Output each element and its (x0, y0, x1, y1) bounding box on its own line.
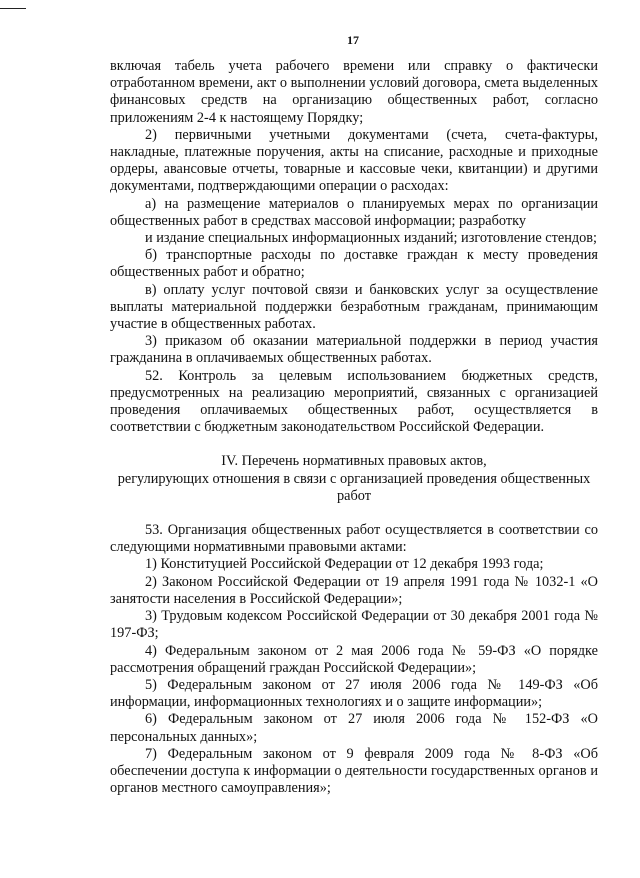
paragraph-51-item-2: 2) первичными учетными документами (счета, счета-фактуры, накладные, платежные поручения, акты на списание, расходные и приходные ордеры, авансовые отчеты, товарные и кассовые чеки, квитанции) и другими документами, подтверждающими операции о расходах: (110, 126, 598, 195)
paragraph-53: 53. Организация общественных работ осуществляется в соответствии со следующими нормативными правовыми актами: (110, 522, 598, 556)
document-body (110, 58, 598, 797)
corner-scan-mark (0, 8, 26, 9)
section-heading-line2: регулирующих отношения в связи с организацией проведения общественных работ (117, 470, 591, 504)
paragraph-51-continuation: включая табель учета рабочего времени или справку о фактически отработанном времени, акт о выполнении условий договора, смета выделенных финансовых средств на организацию общественных работ, согласно приложениям 2-4 к настоящему Порядку; (110, 58, 598, 126)
list-item: 4) Федеральным законом от 2 мая 2006 года № 59-ФЗ «О порядке рассмотрения обращений граждан Российской Федерации»; (110, 642, 598, 676)
list-item: 7) Федеральным законом от 9 февраля 2009 года № 8-ФЗ «Об обеспечении доступа к информации о деятельности государственных органов и органов местного самоуправления»; (110, 745, 598, 797)
paragraph-52: 52. Контроль за целевым использованием бюджетных средств, предусмотренных на реализацию мероприятий, связанных с организацией проведения оплачиваемых общественных работ, осуществляется в соответствии с бюджетным законодательством Российской Федерации. (110, 367, 598, 436)
paragraph-51-item-2c: в) оплату услуг почтовой связи и банковских услуг за осуществление выплаты материальной поддержки безработным гражданам, принимающим участие в общественных работах. (110, 281, 598, 333)
list-item: 5) Федеральным законом от 27 июля 2006 года № 149-ФЗ «Об информации, информационных технологиях и о защите информации»; (110, 676, 598, 711)
page-number: 17 (347, 33, 359, 47)
section-heading-line1: IV. Перечень нормативных правовых актов, (221, 453, 487, 470)
paragraph-51-item-2b: б) транспортные расходы по доставке граждан к месту проведения общественных работ и обратно; (110, 247, 598, 281)
list-item: 3) Трудовым кодексом Российской Федерации от 30 декабря 2001 года № 197-ФЗ; (110, 608, 598, 642)
list-item: 1) Конституцией Российской Федерации от 12 декабря 1993 года; (145, 556, 544, 573)
paragraph-51-item-3: 3) приказом об оказании материальной поддержки в период участия гражданина в оплачиваемых общественных работах. (110, 333, 598, 367)
list-item: 2) Законом Российской Федерации от 19 апреля 1991 года № 1032-1 «О занятости населения в Российской Федерации»; (110, 573, 598, 607)
paragraph-51-item-2a-cont: и издание специальных информационных изданий; изготовление стендов; (145, 230, 598, 247)
list-item: 6) Федеральным законом от 27 июля 2006 года № 152-ФЗ «О персональных данных»; (110, 711, 598, 745)
paragraph-51-item-2a: а) на размещение материалов о планируемых мерах по организации общественных работ в средствах массовой информации; разработку (110, 195, 598, 229)
